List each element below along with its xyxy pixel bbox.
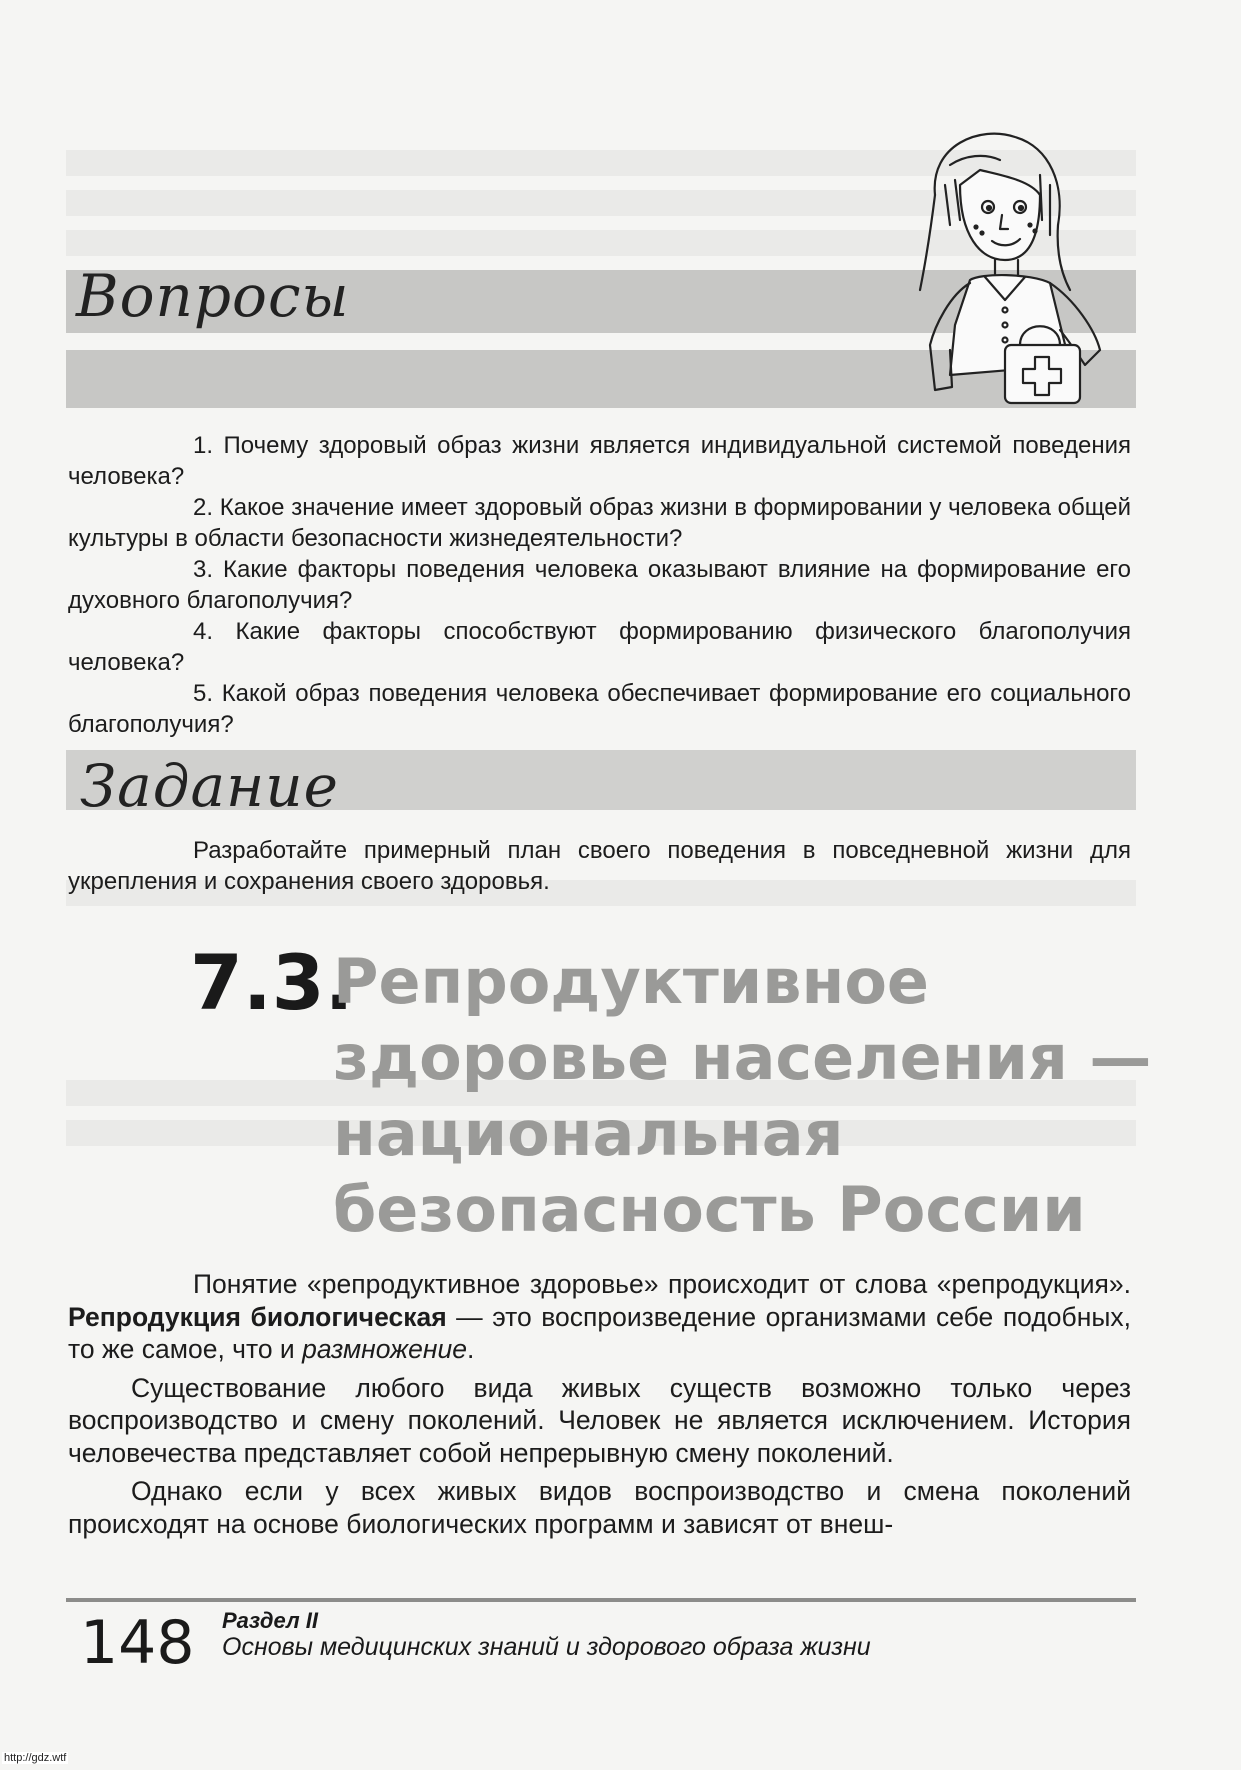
task-text: Разработайте примерный план своего поведения в повседневной жизни для укрепления и сохранения своего здоровья. [68, 837, 1131, 895]
footer-rule [66, 1598, 1136, 1602]
girl-with-first-aid-kit-illustration [890, 125, 1150, 415]
question-item: 4. Какие факторы способствуют формированию физического благополучия человека? [68, 618, 1131, 676]
question-item: 2. Какое значение имеет здоровый образ жизни в формировании у человека общей культуры в области безопасности жизнедеятельности? [68, 494, 1131, 552]
task-text-block [68, 835, 1131, 897]
section-title [333, 944, 1151, 1248]
body-paragraph: Существование любого вида живых существ возможно только через воспроизводство и смену поколений. Человек не является исключением. История человечества представляет собой непрерывную смену поколений. [68, 1372, 1131, 1468]
text-span: Понятие «репродуктивное здоровье» происходит от слова «репродукция». [193, 1269, 1131, 1299]
footer-section-subtitle: Основы медицинских знаний и здорового образа жизни [222, 1633, 871, 1661]
task-heading: Задание [80, 752, 339, 820]
section-title-line: национальная [333, 1097, 844, 1170]
question-item: 1. Почему здоровый образ жизни является индивидуальной системой поведения человека? [68, 432, 1131, 490]
text-span: . [466, 1334, 475, 1364]
questions-list [68, 430, 1131, 740]
body-paragraph: Однако если у всех живых видов воспроизводство и смена поколений происходят на основе биологических программ и зависят от внеш- [68, 1476, 1131, 1539]
body-text [68, 1268, 1131, 1546]
question-item: 5. Какой образ поведения человека обеспечивает формирование его социального благополучия? [68, 680, 1131, 738]
section-title-line: безопасность России [333, 1173, 1086, 1246]
term-bold: Репродукция биологическая [68, 1301, 447, 1332]
body-paragraph [68, 1268, 1131, 1366]
source-url: http://gdz.wtf [4, 1752, 67, 1764]
footer-section-label: Раздел II [222, 1608, 318, 1633]
question-item: 3. Какие факторы поведения человека оказывают влияние на формирование его духовного благополучия? [68, 556, 1131, 614]
questions-heading: Вопросы [76, 262, 350, 330]
term-italic: размножение [302, 1334, 467, 1364]
section-number: 7.3. [190, 938, 354, 1027]
text-span: — это воспроизведение организмами себе подобных, то же самое, что и [68, 1301, 1131, 1364]
section-title-line: Репродуктивное [333, 945, 929, 1018]
page-number: 148 [80, 1608, 195, 1678]
section-title-line: здоровье населения — [333, 1021, 1152, 1094]
